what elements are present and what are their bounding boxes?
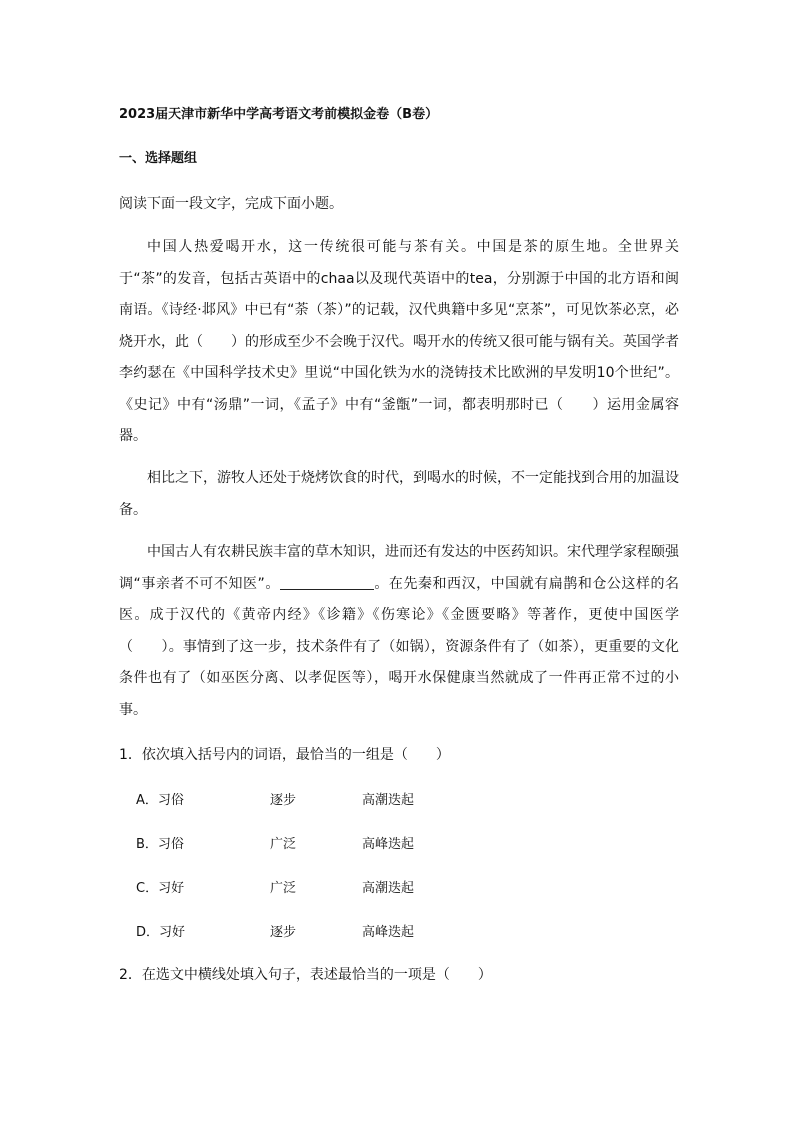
question-2-stem: 2．在选文中横线处填入句子，表述最恰当的一项是（ ）	[119, 967, 492, 983]
option-word-2: 逐步	[270, 793, 297, 808]
option-label: D．习好	[136, 925, 186, 940]
option-word-2: 广泛	[270, 881, 297, 896]
option-word-3: 高峰迭起	[362, 837, 415, 852]
option-label: A．习俗	[136, 793, 184, 808]
passage-paragraph-2: 相比之下，游牧人还处于烧烤饮食的时代，到喝水的时候，不一定能找到合用的加温设备。	[119, 470, 679, 518]
reading-instruction: 阅读下面一段文字，完成下面小题。	[119, 196, 343, 212]
passage-paragraph-1: 中国人热爱喝开水，这一传统很可能与茶有关。中国是茶的原生地。全世界关于“茶”的发音，包括古英语中的chaa以及现代英语中的tea，分别源于中国的北方语和闽南语。《诗经·邶风》中已有“荼（茶）”的记载，汉代典籍中多见“烹茶”，可见饮茶必烹，必烧开水，此（ ）的形成至少不会晚于汉代。喝开水的传统又很可能与锅有关。英国学者李约瑟在《中国科学技术史》里说“中国化铁为水的浇铸技术比欧洲的早发明10个世纪”。《史记》中有“汤鼎”一词，《孟子》中有“釜甑”一词，都表明那时已（ ）运用金属容器。	[119, 239, 679, 444]
question-1-stem: 1．依次填入括号内的词语，最恰当的一组是（ ）	[119, 747, 450, 763]
fill-in-blank-line	[280, 575, 374, 590]
exam-title: 2023届天津市新华中学高考语文考前模拟金卷（B卷）	[119, 107, 439, 122]
passage-paragraph-3	[119, 537, 679, 726]
option-word-3: 高潮迭起	[362, 793, 415, 808]
paragraph-3-after-blank: 。在先秦和西汉，中国就有扁鹊和仓公这样的名医。成于汉代的《黄帝内经》《诊籍》《伤寒论》《金匮要略》等著作，更使中国医学（ ）。事情到了这一步，技术条件有了（如锅），资源条件有了（如茶），更重要的文化条件也有了（如巫医分离、以孝促医等），喝开水保健康当然就成了一件再正常不过的小事。	[119, 575, 680, 718]
section-heading: 一、选择题组	[119, 151, 198, 166]
option-word-2: 广泛	[270, 837, 297, 852]
paragraph-3-before-blank: 中国古人有农耕民族丰富的草木知识，进而还有发达的中医药知识。宋代理学家程颐强调“事亲者不可不知医”。	[119, 544, 679, 592]
option-word-3: 高峰迭起	[362, 925, 415, 940]
option-label: C．习好	[136, 881, 185, 896]
option-word-2: 逐步	[270, 925, 297, 940]
option-word-3: 高潮迭起	[362, 881, 415, 896]
option-label: B．习俗	[136, 837, 184, 852]
